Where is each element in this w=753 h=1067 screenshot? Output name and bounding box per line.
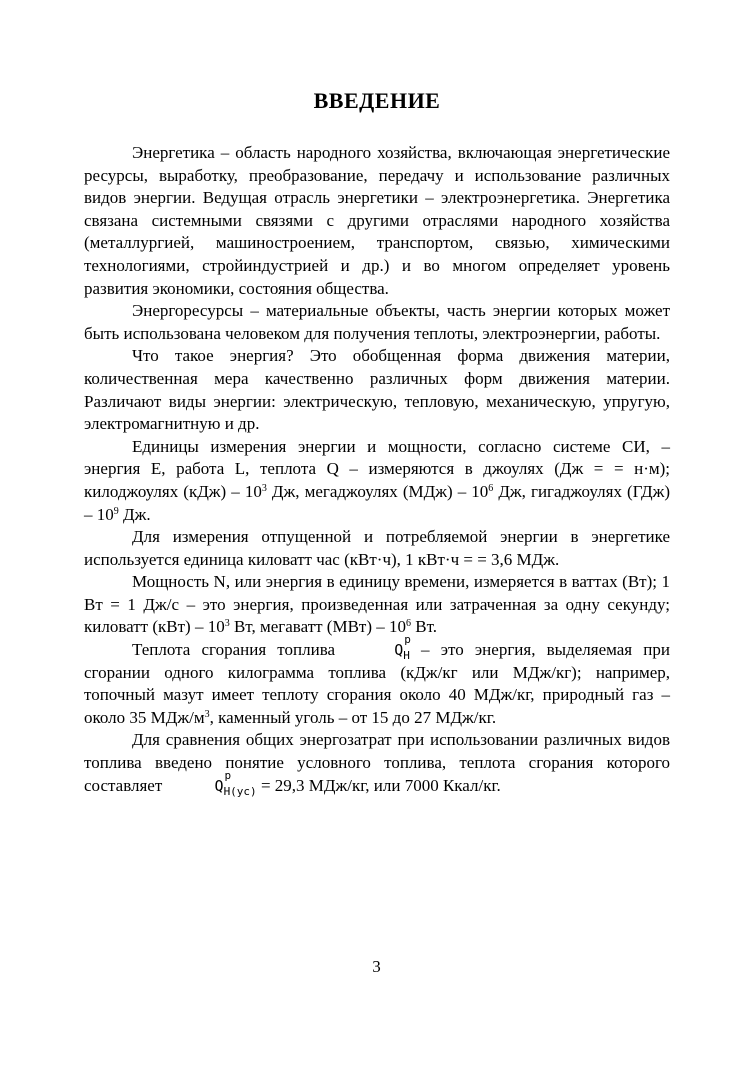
power-text-b: Вт, мегаватт (МВт) – 10 (229, 617, 407, 637)
paragraph-units (84, 436, 670, 526)
page-number: 3 (372, 957, 381, 976)
paragraph-energy-resources: Энергоресурсы – материальные объекты, часть энергии которых может быть использована человеком для получения теплоты, электроэнергии, работы. (84, 301, 670, 343)
units-text-d: Дж. (118, 504, 151, 524)
units-exponent-1: 3 (261, 482, 267, 494)
paragraph-energetics: Энергетика – область народного хозяйства, включающая энергетические ресурсы, выработку, преобразование, передачу и использование различных видов энергии. Ведущая отрасль энергетики – электроэнергетика. Энергетика связана системными связями с другими отраслями народного хозяйства (металлургией, машиностроением, транспортом, связью, химическими технологиями, стройиндустрией и др.) и во многом определяет уровень развития экономики, состояния общества. (84, 143, 670, 298)
heat-text-b: – это энергия, выделяемая при сгорании одного килограмма топлива (кДж/кг или МДж/кг); например, топочный мазут имеет теплоту сгорания около 40 МДж/кг, природный газ – около 35 МДж/м (84, 640, 670, 727)
fuel-formula-subscript: Н(ус) (223, 784, 257, 798)
heat-text-a: Теплота сгорания топлива (132, 640, 347, 660)
heat-formula-symbol (346, 633, 411, 663)
document-page (84, 86, 670, 797)
heat-formula-subscript: Н (403, 649, 410, 663)
paragraph-conditional-fuel (84, 729, 670, 797)
heat-formula-base: Q (394, 641, 404, 660)
paragraph-heat-of-combustion (84, 633, 670, 729)
paragraph-power (84, 571, 670, 639)
fuel-text-a: Для сравнения общих энергозатрат при использовании различных видов топлива введено понятие условного топлива, теплота сгорания которого составляет (84, 730, 670, 795)
paragraph-kwh: Для измерения отпущенной и потребляемой энергии в энергетике используется единица киловатт час (кВт·ч), 1 кВт·ч = = 3,6 МДж. (84, 527, 670, 569)
units-text-b: Дж, мегаджоулях (МДж) – 10 (266, 481, 489, 501)
fuel-formula-base: Q (214, 776, 224, 795)
fuel-formula-symbol (167, 768, 257, 798)
heat-formula-superscript: р (404, 633, 411, 647)
power-text-c: Вт. (411, 617, 438, 637)
units-text-a: Единицы измерения энергии и мощности, согласно системе СИ, – энергия Е, работа L, теплота Q – измеряются в джоулях (Дж = = н·м); килоджоулях (кДж) – 10 (84, 436, 670, 501)
power-text-a: Мощность N, или энергия в единицу времени, измеряется в ваттах (Вт); 1 Вт = 1 Дж/с – это энергия, произведенная или затраченная за одну секунду; киловатт (кВт) – 10 (84, 572, 670, 637)
fuel-text-b: = 29,3 МДж/кг, или 7000 Ккал/кг. (256, 775, 501, 795)
power-exponent-2: 6 (406, 618, 412, 630)
units-text-c: Дж, гигаджоулях (ГДж) – 10 (84, 481, 671, 524)
power-exponent-1: 3 (224, 618, 230, 630)
paragraph-what-is-energy: Что такое энергия? Это обобщенная форма движения материи, количественная мера качественно различных форм движения материи. Различают виды энергии: электрическую, тепловую, механическую, упругую, электромагнитную и др. (84, 346, 670, 434)
heat-text-c: , каменный уголь – от 15 до 27 МДж/кг. (209, 707, 497, 727)
page-title: ВВЕДЕНИЕ (313, 88, 441, 113)
fuel-formula-superscript: р (224, 768, 232, 782)
units-exponent-3: 9 (113, 505, 119, 517)
units-exponent-2: 6 (488, 482, 494, 494)
heat-exponent-1: 3 (204, 708, 210, 720)
